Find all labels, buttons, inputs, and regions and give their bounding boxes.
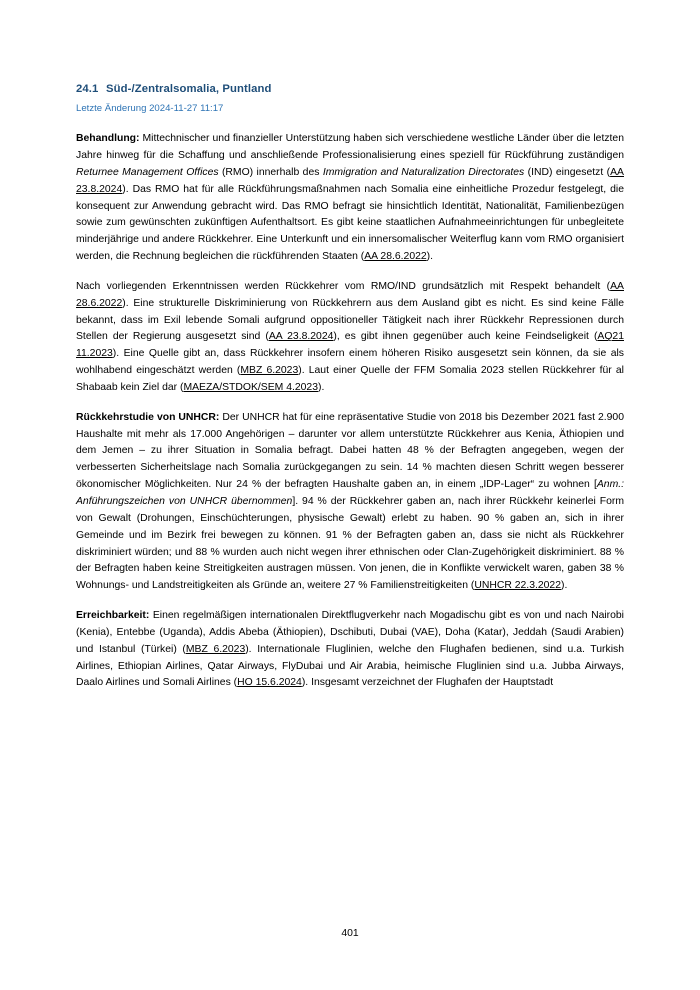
page-content [76,82,624,692]
emphasis-text: Anm.: Anführungszeichen von UNHCR übernommen [76,479,624,508]
source-citation[interactable]: UNHCR 22.3.2022 [474,580,561,592]
text-run: ). Insgesamt verzeichnet der Flughafen der Hauptstadt [301,677,554,689]
source-citation[interactable]: AQ21 11.2023 [76,331,624,360]
paragraph-erreichbarkeit [76,608,624,692]
text-run: Nach vorliegenden Erkenntnissen werden Rückkehrer vom RMO/IND grundsätzlich mit Respekt behandelt ( [76,280,611,292]
text-run: ). Laut einer Quelle der FFM Somalia 2023 stellen Rückkehrer für al Shabaab kein Ziel dar ( [76,365,624,393]
paragraph-erkenntnisse [76,279,624,397]
source-citation[interactable]: AA 23.8.2024 [268,331,334,343]
text-run: ). Das RMO hat für alle Rückführungsmaßnahmen nach Somalia eine einheitliche Prozedur festgelegt, die konsequent zur Anwendung gebracht wird. Das RMO befragt sie hinsichtlich Identität, Nationalität, Familienbezügen sowie zum gewünschten zukünftigen Aufenthaltsort. Es gibt keine staatlichen Aufnahmeeinrichtungen für unbegleitete minderjährige und andere Rückkehrer. Eine Unterkunft und ein innersomalischer Weiterflug kann vom RMO organisiert werden, die Rechnung begleichen die rückführenden Staaten ( [76,183,624,263]
section-number: 24.1 [76,83,99,95]
text-run: Der UNHCR hat für eine repräsentative Studie von 2018 bis Dezember 2021 fast 2.900 Haushalte mit mehr als 17.000 Angehörigen – darunter vor allem unterstützte Rückkehrer aus Kenia, Äthiopien und dem Jemen – zu ihrer Situation in Somalia befragt. Dabei hatten 48 % der Befragten angegeben, wegen der verbesserten Sicherheitslage nach Somalia zurückgegangen zu sein. 14 % machten diesen Schritt wegen besserer ökonomischer Möglichkeiten. Nur 24 % der befragten Haushalte gaben an, in einem „IDP-Lager“ zu wohnen [ [76,411,624,491]
source-citation[interactable]: HO 15.6.2024 [237,677,302,689]
paragraph-lead-in: Behandlung: [76,133,140,145]
emphasis-text: Immigration and Naturalization Directorates [322,166,525,178]
text-run: (RMO) innerhalb des [218,166,323,178]
text-run: ). [317,381,325,393]
text-run: ). Internationale Fluglinien, welche den Flughafen bedienen, sind u.a. Turkish Airlines, Ethiopian Airlines, Qatar Airways, FlyDubai und Air Arabia, heimische Fluglinien sind u.a. Jubba Airways, Daalo Airlines und Somali Airlines ( [76,643,624,689]
source-citation[interactable]: MBZ 6.2023 [185,643,246,655]
page-number: 401 [341,928,359,939]
text-run: (IND) eingesetzt ( [524,166,611,178]
paragraph-behandlung [76,131,624,266]
source-citation[interactable]: AA 28.6.2022 [364,251,427,263]
source-citation[interactable]: MBZ 6.2023 [240,365,299,377]
text-run: ]. 94 % der Rückkehrer gaben an, nach ihrer Rückkehr keinerlei Form von Gewalt (Drohungen, Einschüchterungen, physische Gewalt) erlebt zu haben. 90 % gaben an, sich in ihrer Gemeinde und im Bezirk frei bewegen zu können. 91 % der Befragten gaben an, dass sie nicht als Rückkehrer diskriminiert würden; und 88 % wurden auch nicht wegen ihrer ethnischen oder Clan-Zugehörigkeit diskriminiert. 88 % der Befragten haben keine Streitigkeiten austragen müssen. Von jenen, die in Konflikte verwickelt waren, gaben 38 % Wohnungs- und Landstreitigkeiten als Gründe an, weitere 27 % Familienstreitigkeiten ( [76,496,624,592]
paragraph-rueckkehrstudie-unhcr [76,410,624,595]
paragraph-lead-in: Erreichbarkeit: [76,610,150,622]
text-run: ). Eine Quelle gibt an, dass Rückkehrer insofern einem höheren Risiko ausgesetzt sein können, da sie als wohlhabend eingeschätzt werden ( [76,348,624,377]
text-run: ), es gibt ihnen gegenüber auch keine Feindseligkeit ( [333,331,598,343]
source-citation[interactable]: AA 23.8.2024 [76,166,624,195]
source-citation[interactable]: AA 28.6.2022 [76,280,624,309]
body-text [76,131,624,692]
text-run: Einen regelmäßigen internationalen Direktflugverkehr nach Mogadischu gibt es von und nach Nairobi (Kenia), Entebbe (Uganda), Addis Abeba (Äthiopien), Dschibuti, Dubai (VAE), Doha (Katar), Jeddah (Saudi Arabien) und Istanbul (Türkei) ( [76,610,624,655]
section-heading [76,82,624,97]
text-run: ). [426,251,434,263]
text-run: ). [560,580,568,592]
last-change-label: Letzte Änderung 2024-11-27 11:17 [76,102,224,114]
text-run: Mittechnischer und finanzieller Unterstützung haben sich verschiedene westliche Länder über die letzten Jahre hinweg für die Schaffung und anschließende Professionalisierung eines speziell für Rückführung zuständigen [76,133,624,161]
source-citation[interactable]: MAEZA/STDOK/SEM 4.2023 [183,381,318,393]
text-run: ). Eine strukturelle Diskriminierung von Rückkehrern aus dem Ausland gibt es nicht. Es sind keine Fälle bekannt, dass im Exil lebende Somali aufgrund oppositioneller Tätigkeit nach ihrer Rückkehr Repressionen durch Stellen der Regierung ausgesetzt sind ( [76,297,624,343]
emphasis-text: Returnee Management Offices [76,166,219,178]
paragraph-lead-in: Rückkehrstudie von UNHCR: [76,411,220,423]
section-title: Süd-/Zentralsomalia, Puntland [106,83,272,95]
